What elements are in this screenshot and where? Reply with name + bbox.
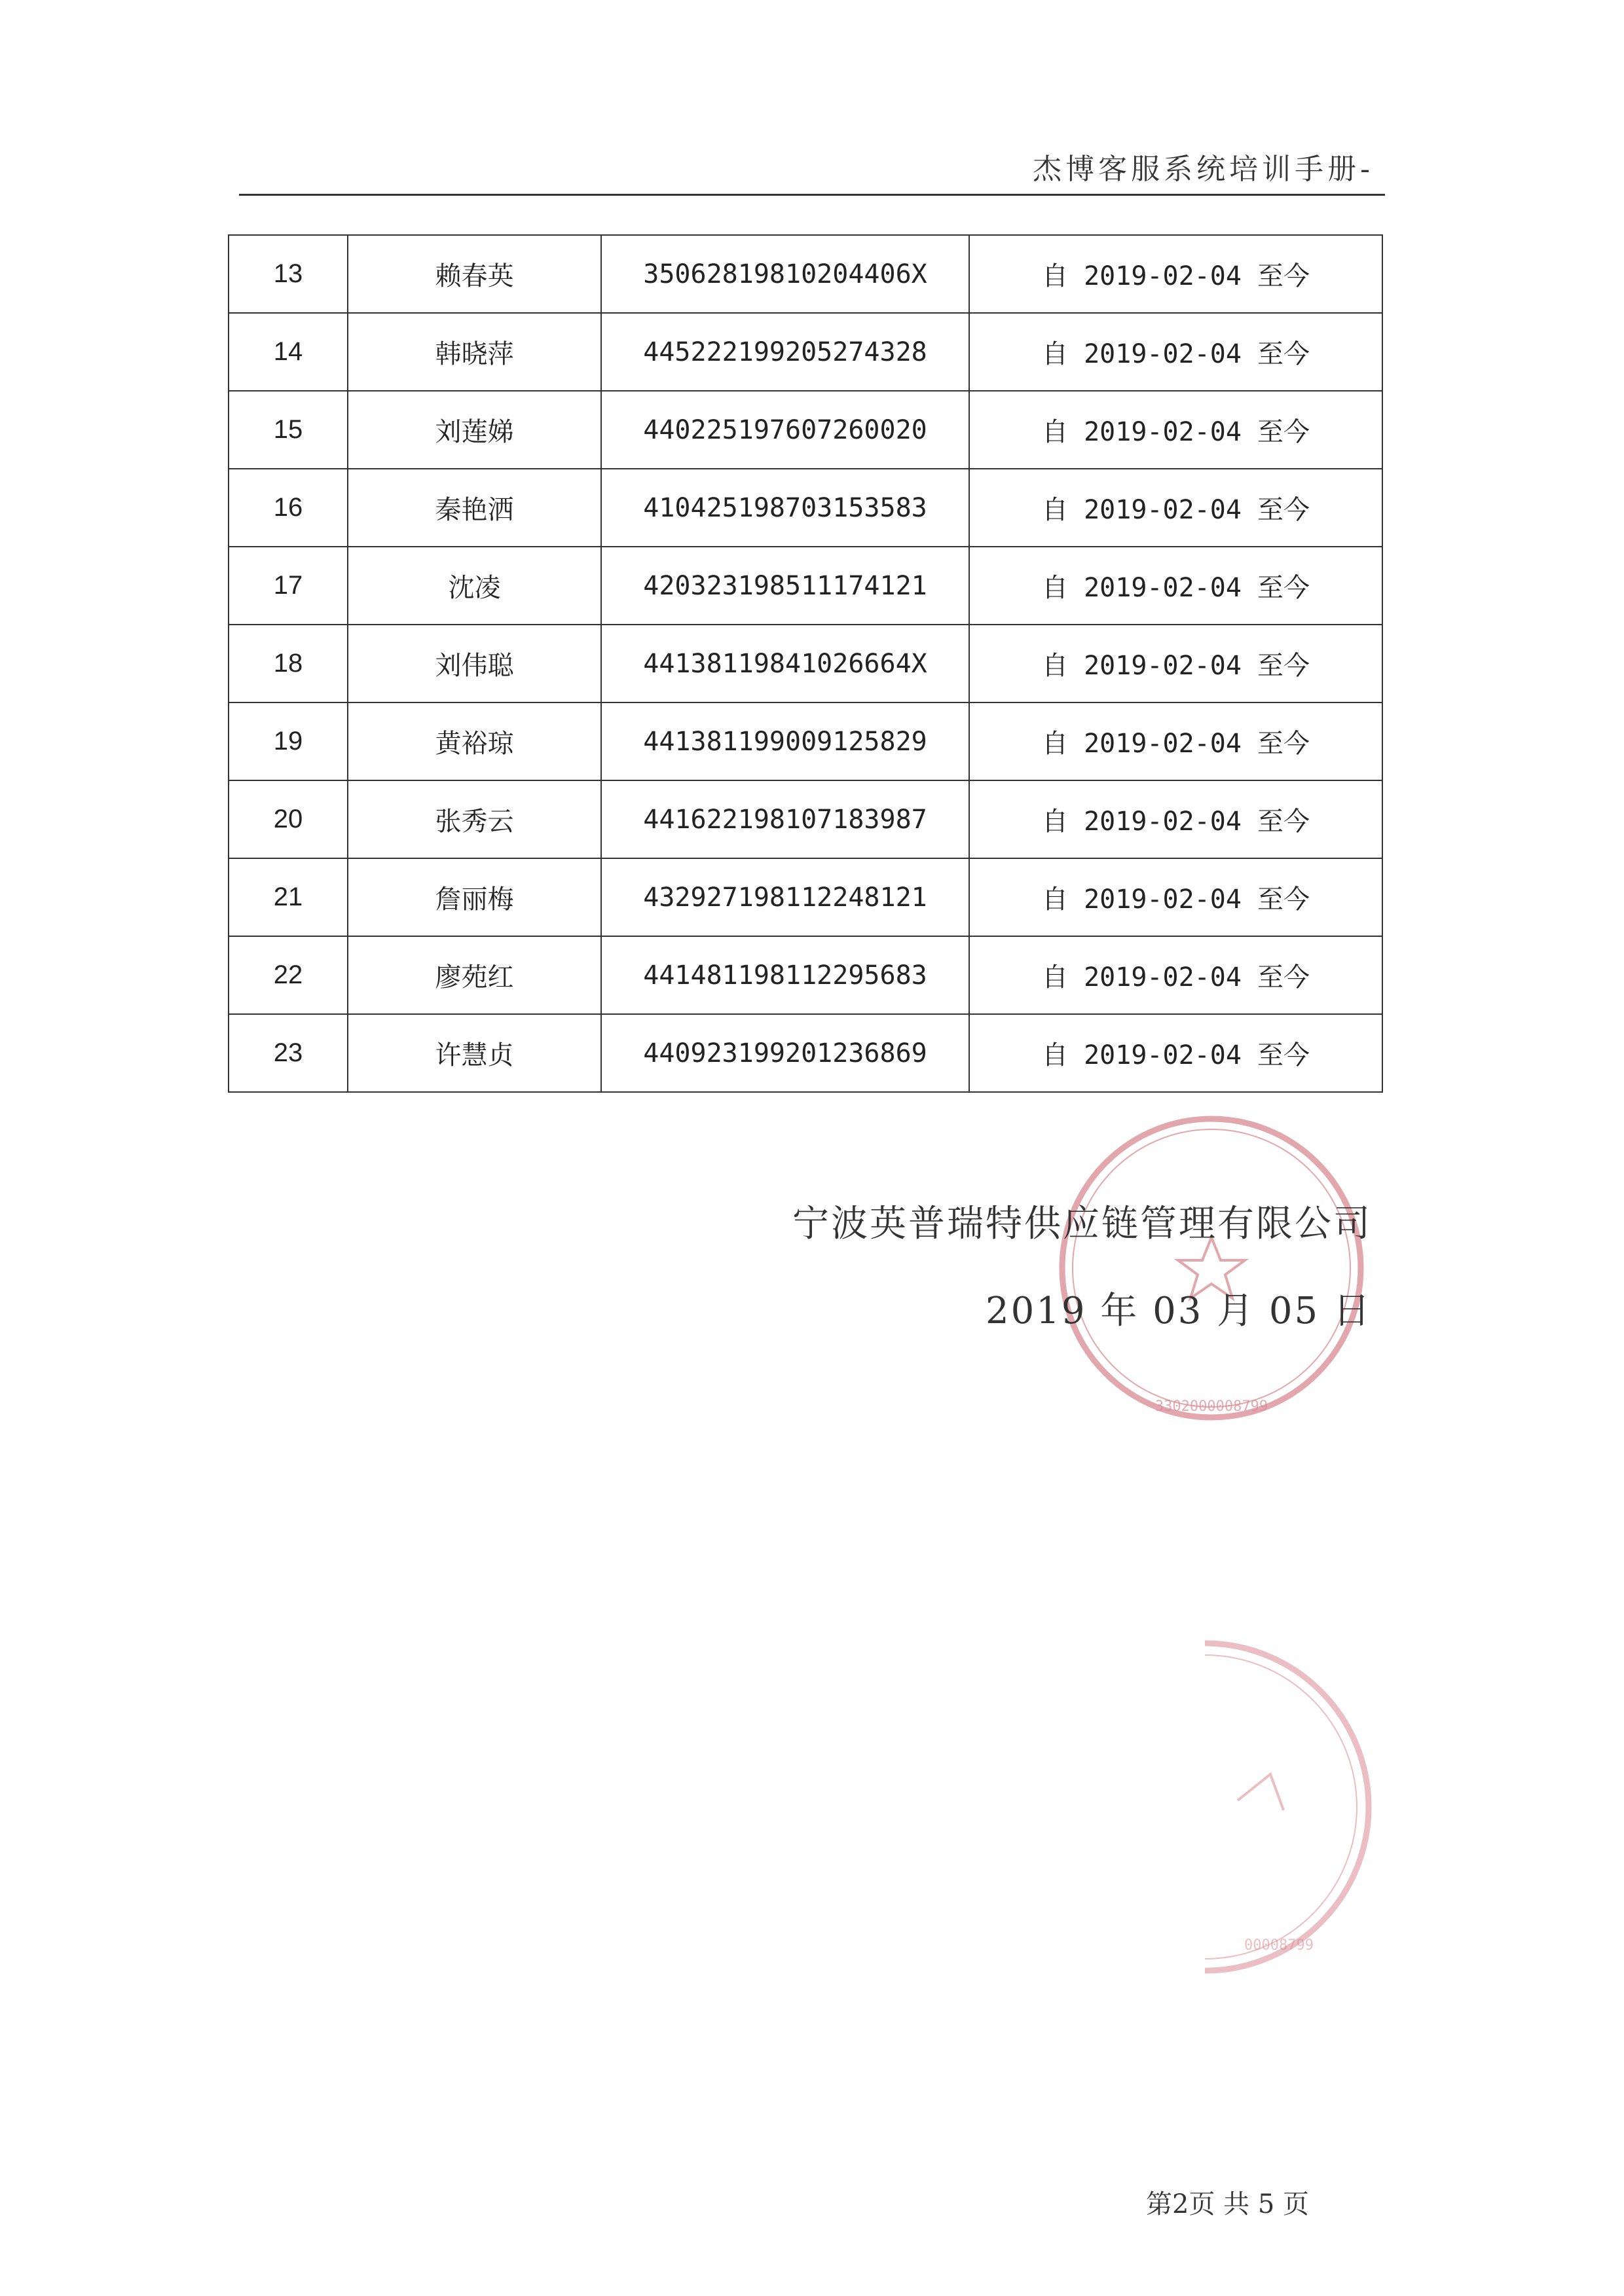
table-row xyxy=(229,858,1382,936)
table-row xyxy=(229,313,1382,391)
row-index: 23 xyxy=(229,1014,348,1092)
employment-period: 自 2019-02-04 至今 xyxy=(969,1014,1382,1092)
employee-name: 秦艳洒 xyxy=(348,469,601,547)
employee-name: 韩晓萍 xyxy=(348,313,601,391)
table-row xyxy=(229,469,1382,547)
id-number: 445222199205274328 xyxy=(601,313,969,391)
employment-period: 自 2019-02-04 至今 xyxy=(969,469,1382,547)
employee-name: 黄裕琼 xyxy=(348,702,601,780)
id-number: 441481198112295683 xyxy=(601,936,969,1014)
employee-name: 张秀云 xyxy=(348,780,601,858)
partial-seal-number: 00008799 xyxy=(1244,1937,1314,1954)
employment-period: 自 2019-02-04 至今 xyxy=(969,858,1382,936)
employment-period: 自 2019-02-04 至今 xyxy=(969,391,1382,469)
table-row xyxy=(229,780,1382,858)
row-index: 17 xyxy=(229,547,348,625)
employee-name: 许慧贞 xyxy=(348,1014,601,1092)
employee-table xyxy=(228,234,1383,1093)
employment-period: 自 2019-02-04 至今 xyxy=(969,235,1382,313)
id-number: 432927198112248121 xyxy=(601,858,969,936)
row-index: 20 xyxy=(229,780,348,858)
table-row xyxy=(229,936,1382,1014)
employee-name: 赖春英 xyxy=(348,235,601,313)
company-name: 宁波英普瑞特供应链管理有限公司 xyxy=(792,1203,1372,1245)
table-row xyxy=(229,391,1382,469)
employee-name: 沈凌 xyxy=(348,547,601,625)
employee-name: 詹丽梅 xyxy=(348,858,601,936)
page-number: 第2页 共 5 页 xyxy=(1146,2189,1310,2219)
employment-period: 自 2019-02-04 至今 xyxy=(969,780,1382,858)
table-row xyxy=(229,625,1382,702)
employee-name: 刘伟聪 xyxy=(348,625,601,702)
row-index: 22 xyxy=(229,936,348,1014)
id-number: 410425198703153583 xyxy=(601,469,969,547)
id-number: 44138119841026664X xyxy=(601,625,969,702)
table-row xyxy=(229,1014,1382,1092)
row-index: 13 xyxy=(229,235,348,313)
row-index: 16 xyxy=(229,469,348,547)
employee-name: 廖苑红 xyxy=(348,936,601,1014)
table-row xyxy=(229,547,1382,625)
company-seal xyxy=(1031,1103,1392,1434)
row-index: 15 xyxy=(229,391,348,469)
employee-name: 刘莲娣 xyxy=(348,391,601,469)
row-index: 19 xyxy=(229,702,348,780)
employment-period: 自 2019-02-04 至今 xyxy=(969,625,1382,702)
id-number: 35062819810204406X xyxy=(601,235,969,313)
header-title: 杰博客服系统培训手册- xyxy=(1033,153,1374,186)
signature-date: 2019 年 03 月 05 日 xyxy=(985,1290,1372,1332)
row-index: 14 xyxy=(229,313,348,391)
id-number: 440923199201236869 xyxy=(601,1014,969,1092)
id-number: 440225197607260020 xyxy=(601,391,969,469)
id-number: 441622198107183987 xyxy=(601,780,969,858)
employment-period: 自 2019-02-04 至今 xyxy=(969,702,1382,780)
seal-number: 3302000008799 xyxy=(1154,1398,1268,1415)
table-row xyxy=(229,235,1382,313)
employment-period: 自 2019-02-04 至今 xyxy=(969,547,1382,625)
partial-seal xyxy=(1153,1624,1375,1990)
row-index: 21 xyxy=(229,858,348,936)
id-number: 420323198511174121 xyxy=(601,547,969,625)
id-number: 441381199009125829 xyxy=(601,702,969,780)
table-row xyxy=(229,702,1382,780)
header-rule xyxy=(239,194,1385,196)
row-index: 18 xyxy=(229,625,348,702)
employment-period: 自 2019-02-04 至今 xyxy=(969,313,1382,391)
employment-period: 自 2019-02-04 至今 xyxy=(969,936,1382,1014)
